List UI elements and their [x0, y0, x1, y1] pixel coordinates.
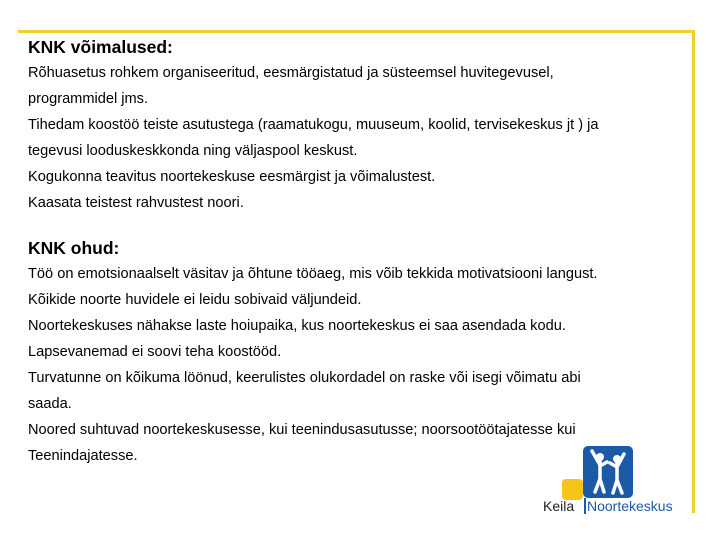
logo-text-noortekeskus: Noortekeskus [587, 498, 673, 514]
text-line: tegevusi looduskeskkonda ning väljaspool keskust. [28, 143, 358, 159]
logo-divider [584, 498, 586, 514]
slide-content [28, 36, 678, 469]
text-line: programmidel jms. [28, 91, 149, 107]
opportunities-text [28, 60, 678, 216]
text-line: Lapsevanemad ei soovi teha koostööd. [28, 344, 282, 360]
section-heading-threats: KNK ohud: [28, 238, 120, 258]
text-line: Turvatunne on kõikuma löönud, keerulistes olukordadel on raske või isegi võimatu abi [28, 370, 581, 386]
text-line: Kaasata teistest rahvustest noori. [28, 195, 244, 211]
text-line: Noored suhtuvad noortekeskusesse, kui teenindusasutusse; noorsootöötajatesse kui [28, 422, 576, 438]
text-line: Tihedam koostöö teiste asutustega (raamatukogu, muuseum, koolid, tervisekeskus jt ) ja [28, 117, 599, 133]
keila-noortekeskus-logo [540, 446, 685, 514]
logo-emblem [583, 446, 633, 498]
text-line: saada. [28, 396, 72, 412]
section-heading-opportunities: KNK võimalused: [28, 37, 173, 57]
frame-right-border [692, 30, 695, 513]
frame-top-border [18, 30, 695, 33]
text-line: Kogukonna teavitus noortekeskuse eesmärgist ja võimalustest. [28, 169, 436, 185]
threats-text [28, 261, 678, 469]
jumping-figures-icon [583, 446, 633, 498]
text-line: Rõhuasetus rohkem organiseeritud, eesmärgistatud ja süsteemsel huvitegevusel, [28, 65, 554, 81]
text-line: Kõikide noorte huvidele ei leidu sobivaid väljundeid. [28, 292, 362, 308]
text-line: Töö on emotsionaalselt väsitav ja õhtune tööaeg, mis võib tekkida motivatsiooni langust. [28, 266, 598, 282]
text-line: Noortekeskuses nähakse laste hoiupaika, kus noortekeskus ei saa asendada kodu. [28, 318, 566, 334]
logo-sun-square [562, 479, 583, 500]
text-line: Teenindajatesse. [28, 448, 138, 464]
logo-text-keila: Keila [543, 498, 575, 514]
